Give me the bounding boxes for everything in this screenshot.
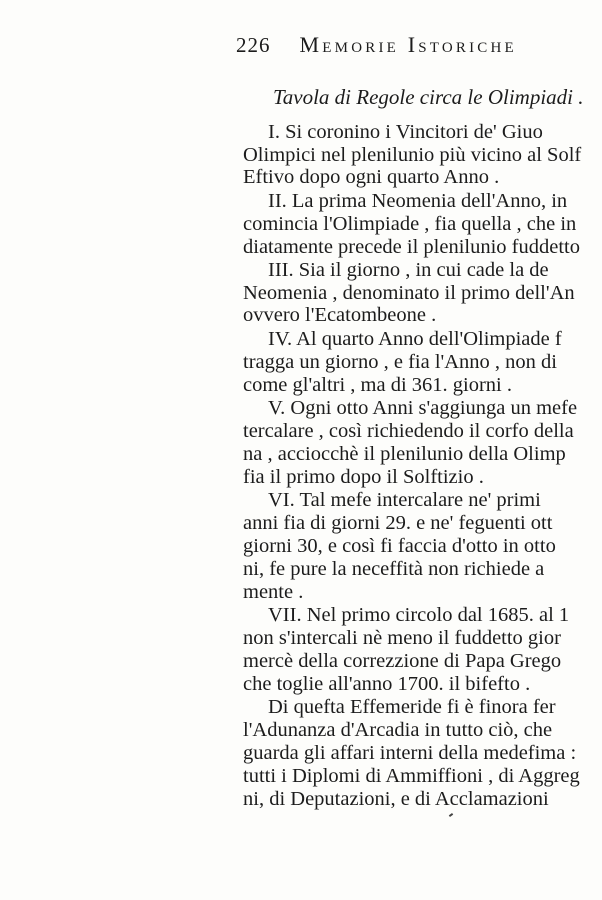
ink-mark [449, 813, 453, 817]
text-line: ni, di Deputazioni, e di Acclamazioni [243, 788, 549, 810]
running-title: Memorie Istoriche [299, 32, 517, 57]
text-line: giorni 30, e così fi faccia d'otto in otto [243, 535, 556, 557]
text-line: che toglie all'anno 1700. il bifefto . [243, 673, 531, 695]
text-line: ovvero l'Ecatombeone . [243, 304, 437, 326]
page-number: 226 [236, 33, 271, 57]
text-line: guarda gli affari interni della medefima : [243, 742, 577, 764]
text-line: VI. Tal mefe intercalare ne' primi [268, 489, 541, 511]
text-line: diatamente precede il plenilunio fuddetto [243, 236, 580, 258]
page-header [236, 32, 517, 58]
text-line: tragga un giorno , e fia l'Anno , non di [243, 351, 557, 373]
text-line: V. Ogni otto Anni s'aggiunga un mefe [268, 397, 578, 419]
text-line: l'Adunanza d'Arcadia in tutto ciò, che [243, 719, 553, 741]
text-line: fia il primo dopo il Solftizio . [243, 466, 484, 488]
text-line: ni, fe pure la neceffità non richiede a [243, 558, 545, 580]
section-title: Tavola di Regole circa le Olimpiadi . [273, 85, 584, 109]
text-line: na , acciocchè il plenilunio della Olimp [243, 443, 566, 465]
text-line: II. La prima Neomenia dell'Anno, in [268, 190, 568, 212]
text-line: mente . [243, 581, 304, 603]
text-line: IV. Al quarto Anno dell'Olimpiade f [268, 328, 562, 350]
text-line: III. Sia il giorno , in cui cade la de [268, 259, 549, 281]
text-line: Di quefta Effemeride fi è finora fer [268, 696, 556, 718]
text-line: Olimpici nel plenilunio più vicino al Solf [243, 144, 582, 166]
text-line: comincia l'Olimpiade , fia quella , che in [243, 213, 577, 235]
text-line: Eftivo dopo ogni quarto Anno . [243, 166, 500, 188]
text-line: anni fia di giorni 29. e ne' feguenti ott [243, 512, 553, 534]
text-line: tutti i Diplomi di Ammiffioni , di Aggreg [243, 765, 580, 787]
text-line: come gl'altri , ma di 361. giorni . [243, 374, 513, 396]
text-line: non s'intercali nè meno il fuddetto gior [243, 627, 561, 649]
text-line: mercè della correzzione di Papa Grego [243, 650, 562, 672]
text-line: I. Si coronino i Vincitori de' Giuo [268, 121, 543, 143]
text-line: tercalare , così richiedendo il corfo della [243, 420, 574, 442]
text-line: VII. Nel primo circolo dal 1685. al 1 [268, 604, 570, 626]
text-line: Neomenia , denominato il primo dell'An [243, 282, 575, 304]
